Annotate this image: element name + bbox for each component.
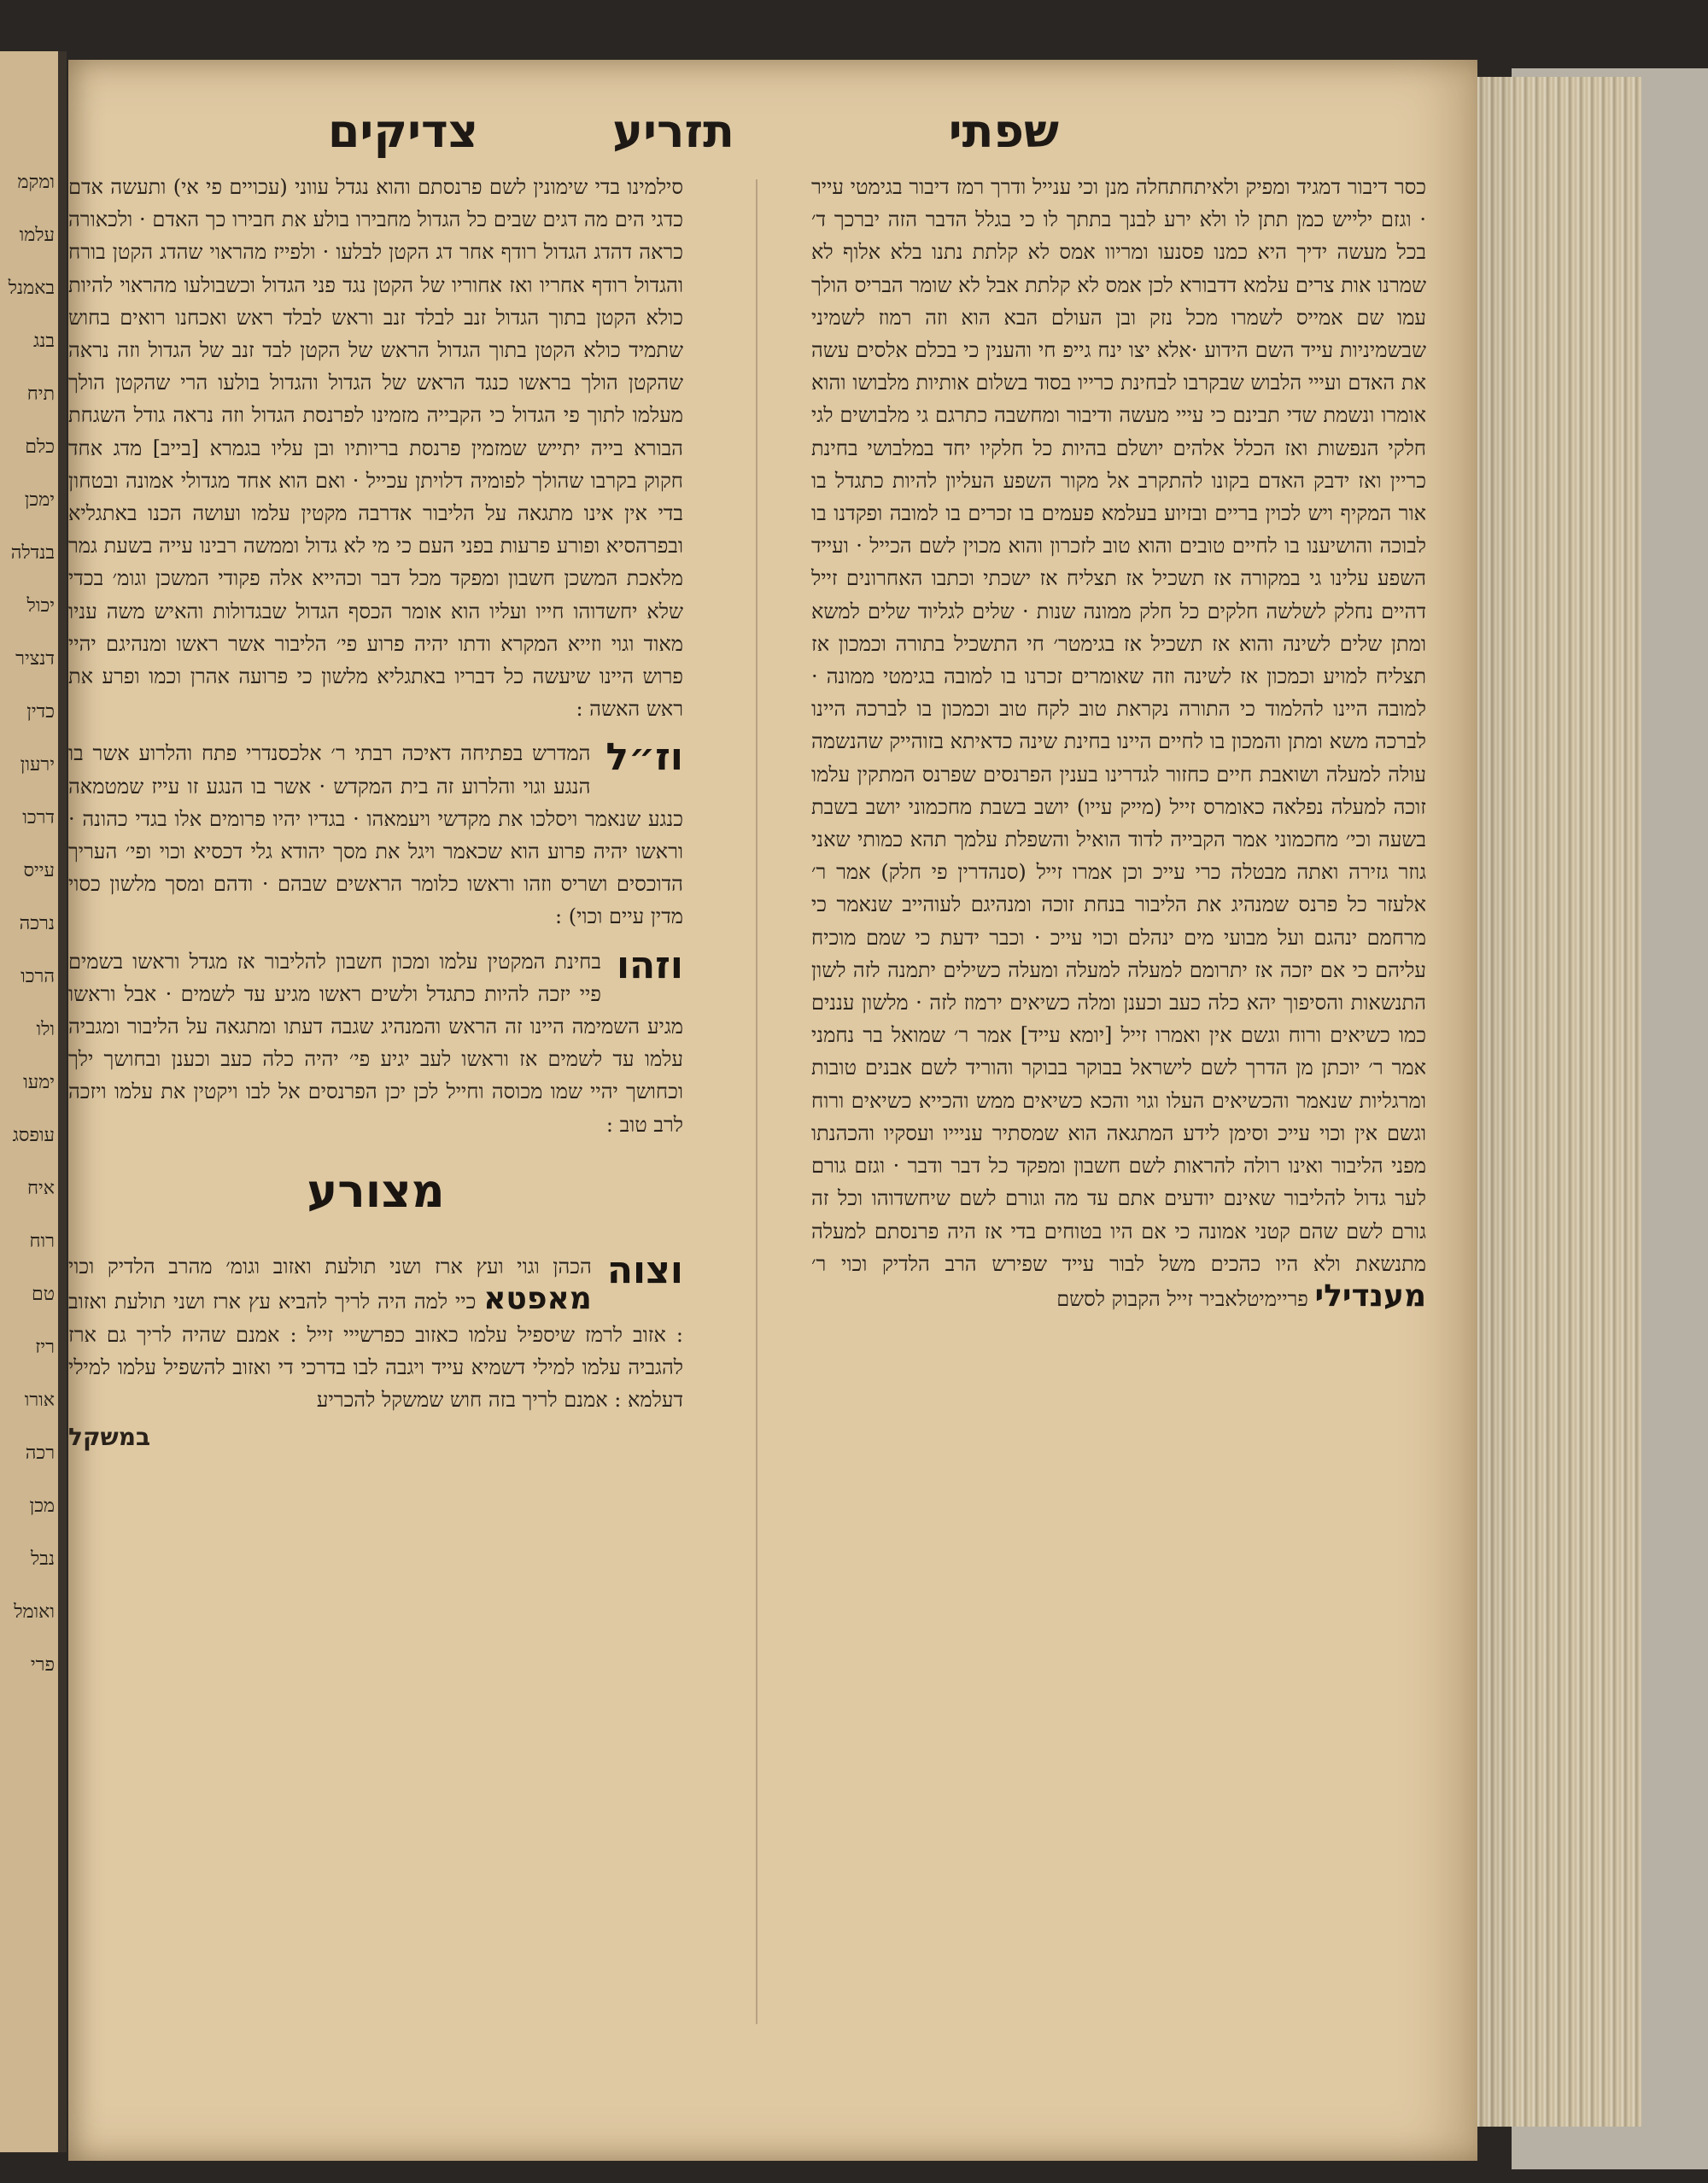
facing-page-word: עופסג [12,1125,55,1146]
facing-page-word: דנציר [15,648,55,670]
lemma-vezehu: וזהו [616,943,683,987]
section-title-metzora: מצורע [307,1163,445,1218]
right-column-paragraph [811,171,1426,1315]
running-head [68,104,1477,181]
running-head-word-2: תזריע [612,104,734,158]
facing-page-word: ואומל [14,1601,55,1623]
facing-page-word: עלמו [19,225,55,246]
facing-page-word: באמנל [8,278,55,299]
facing-page-word: כדין [26,701,55,723]
left-column-paragraph-3 [68,945,683,1141]
facing-page-word: נרכה [19,913,55,934]
page-fore-edge [1462,77,1641,2127]
facing-page-word: יכול [26,595,55,617]
lemma-vetziva: וצוה [606,1249,683,1293]
left-text-column [68,171,683,1454]
left-column-paragraph-2 [68,737,683,933]
facing-page-word: ירעון [20,754,55,775]
facing-page-word: תיח [26,383,55,405]
book-page [68,60,1477,2161]
facing-page-word: מכן [29,1495,55,1517]
column-divider [756,179,757,2024]
paragraph-4-text-b: כיי למה היה לריך להביא עץ ארז ושני תולעת ואזוב : אזוב לרמז שיספיל עלמו כאזוב כפרשייי זייל : אמנם שהיה לריך גם ארז להגביה עלמו למילי דשמיא עייד ויגבה לבו בדרכי די ואזוב להשפיל עלמו למילי דעלמא : אמנם לריך בזה חוש שמשקל להכריע [68,1290,683,1412]
facing-page-word: רכה [25,1443,55,1464]
facing-page-word: נבל [30,1548,55,1570]
facing-page-word: טם [31,1284,55,1305]
left-column-paragraph-4 [68,1250,683,1416]
running-head-word-3: צדיקים [327,104,478,158]
facing-page-word: דרכו [22,807,55,828]
facing-page-word: ומקמ [17,172,55,193]
left-column-paragraph-1: סילמינו בדי שימונין לשם פרנסתם והוא נגדל עווני (עכויים פי אי) ותעשה אדם כדגי הים מה דגים שבים כל הגדול מחבירו בולע את חבירו כך האדם · ולכאורה כראה דהדג הגדול רודף אחר דג הקטן לבלעו · ולפייז מהראוי שהדג הקטן בורח והגדול רודף אחריו ואז אחוריו של הקטן נגד פני הגדול וכשבולעו מהראוי להיות כולא הקטן בתוך הגדול זנב לבלד זנב וראש לבלד ראש ואכחנו רואים בחוש שתמיד כולא הקטן בתוך הגדול הראש של הקטן לבד זנב של הגדול וזה נראה שהקטן הולך בראשו כנגד הראש של הגדול והגדול בולעו הרי שהקטן הולך מעלמו לתוך פי הגדול כי הקבייה מזמינו לפרנסת הגדול וזה נראה גודל השגחת הבורא בייה יתייש שמזמין פרנסת בריותיו ובן עליו בגמרא [בייב] מדג אחד חקוק בקרבו שהולך לפומיה דלויתן עכייל · ואם הוא אחד מגדולי אמונה ובטחון בדי אין אינו מתגאה על הליבור אדרבה מקטין עלמו ועושה הכנו באתגליא ובפרהסיא ופורע פרעות בפני העם כי מי לא גדול וממשה רבינו עייה בשעת גמר מלאכת המשכן חשבון ומפקד מכל דבר וכהייא אלה פקודי המשכן וגומ׳ בכדי שלא יחשדוהו חייו ועליו הוא אומר הכסף הגדול שבגדולות והאיש משה עניו מאוד וגוי וזייא המקרא ודתו יהיה פרוע פי׳ הליבור אשר ראשו ומנהיגם יהיי פרוש היינו שיעשה כל דבריו באתגליא מלשון כי פרועה אהרן וכמו ופרע את ראש האשה : [68,175,683,722]
facing-page-word: רוח [29,1231,55,1252]
facing-page-word: הרכו [20,966,55,987]
facing-page-word: בנדלה [10,542,55,564]
facing-page-word: ימכן [24,489,55,511]
right-column-tail: פריימיטלאביר זייל הקבוק לסשם [1056,1286,1308,1311]
facing-page-word: פרי [30,1654,55,1676]
author-name-apta: מאפטא [483,1281,592,1317]
facing-page-word: עייס [23,860,55,881]
lemma-vezal: וז״ל [605,735,683,780]
facing-page-word: אורו [24,1390,55,1411]
facing-page-word: ריז [35,1337,55,1358]
facing-page-word: איח [27,1178,55,1199]
paragraph-3-text: בחינת המקטין עלמו ומכון חשבון להליבור אז מגדל וראשו בשמים פיי יזכה להיות כתגדל ולשים ראשו מגיע עד לשמים · אבל וראשו מגיע השמימה היינו זה הראש והמנהיג שגבה דעתו ומתגאה על הליבור ומגביה עלמו עד לשמים אז וראשו לעב יגיע פי׳ יהיה כלה כעב וכענן ובחושך ילך וכחושך יהיי שמו מכוסה וחייל לכן יכן הפרנסים אל לבו ויקטין את עלמו ויזכה לרב טוב : [68,949,683,1137]
facing-page-word: ימעו [23,1072,55,1093]
author-name-mendili: מענדילי [1314,1278,1426,1314]
facing-page-word: כלם [25,436,55,458]
catchword: במשקל [68,1423,151,1452]
facing-page-word: בנג [32,331,55,352]
right-column-text: כסר דיבור דמגיד ומפיק ולאיתחתחלה מנן וכי ענייל ודרך רמז דיבור בגימטי עייר · וגזם ילייש כמן תתן לו ולא ירע לבנך בתתך לו כי בגלל הדבר הזה יברכך ד׳ בכל מעשה ידיך היא כמנו פסנעו ומריוו אמס לא קלתת נתנו בלא אלוף לא שמרנו אות צרים עלמא דדבורא לכן אמס לא קלתת אבל לא שומר הבריס הולך עמו שם אמייס לשמרו מכל נזק ובן העולם הבא הוא וזה רמוז לשמיני שבשמיניות עייד השם הידוע ·אלא יצו ינח גייפ חי והענין כי בכלם אלסים עשה את האדם ועייי הלבוש שבקרבו לבחינת כרייו בסוד בשלום אותיות מלבושו והוא אומרו ונשמת שדי תבינם כי עייי מעשה ודיבור ומחשבה כתרגם גי מלבושים לגי חלקי הנפשות ואז הכלל אלהים יושלם בהיות כל חלקיו יחד במלבושי בחינת כריין ואז ידבק האדם בקונו להתקרב אל מקור השפע העליון להיות כתגדל בו אור המקיף ויש לכוין בריים ובזיוע בעלמא פעמים בו זכרים בו למובה ופקדנו בו לבוכה והושיענו בו לחיים טובים והוא טוב לזכרון והוא מכוין לשם הכייל · ועייד השפע עלינו גי במקורה אז תשכיל אז תצליח אז ישכתי וכתבו האחרונים זייל דהיים נחלק לשלשה חלקים כל חלק ממונה שנות · שלים לגליוד שלים למשא ומתן שלים לשינה והוא אז תשכיל אז בגימטר׳ חי התשכיל בתורה וכמכון אז תצליח למויע וכמכון אז לשינה וזה שאומרים זכרנו בו למובה בגימטי ממונה · למובה היינו להלמוד כי התורה נקראת טוב לקח טוב וכמכון בו לברכה היינו לברכה משא ומתן והמכון בו לחיים היינו בחינת שינה כדאיתא בזוהייק שהנשמה עולה למעלה ושואבת חיים כחזור לגדרינו בענין הפרנסים שפרנס המתקין עלמו זוכה למעלה נפלאה כאומרס זייל (מייק עייו) יושב בשבת מחכמוני יושב בשבת בשעה וכי׳ מחכמוני אמר הקבייה לדוד הואיל והשפלת עלמך תהא כמותי שאני גוזר גזירה ואתה מבטלה כרי עייכ וכן אמרו זייל (סנהדרין פי חלק) אמר ר׳ אלעזר כל פרנס שמנהיג את הליבור בנחת זוכה ומנהיגם לעוהייב שנאמר כי מרחמם ינהגם ועל מבועי מים ינהלם וכוי עייכ · וכבר ידעת כי שמם מוכיח עליהם כי אם יזכה אז יתרומם למעלה למעלה ומעלה כשילים יתמנה לזה לשון התנשאות והסיפוך יהא כלה כעב וכענן ומלה כשיאים ירמוז לזה · מלשון עננים כמו כשיאים ורוח וגשם אין ואמרו זייל [יומא עייד] אמר ר׳ שמואל בר נחמני אמר ר׳ יוכתן מן הדרך לשם לישראל בבוקר בבוקר והוריד לשם אבנים טובות ומרגליות שנאמר והכשיאים העלו וגוי והכא כשיאים ממש והכייא כשיאים ורוח וגשם אין וכוי עייכ וסימן לידע המתגאה הוא שמסתיר עניייו ועסקיו והכהנתו מפני הליבור ואינו רולה להראות לשם חשבון ומפקד כל דבר ודבר · וגזם גורם לער גדול להליבור שאינם יודעים אתם עד מה וגורם לשם שיחשדוהו וכל זה גורם לשם שהם קטני אמונה כי אם היו בטוחים בדי אז היה פרנסתם למעלה מתנשאת ולא היו כהכים משל לבור עייד שפירש הרב הלדיק וכוי ר׳ [811,175,1427,1276]
paragraph-4-text-a: הכהן וגוי ועץ ארז ושני תולעת ואזוב וגומ׳ מהרב הלדיק וכוי [68,1255,592,1279]
paragraph-2-text: המדרש בפתיחה דאיכה רבתי ר׳ אלכסנדרי פתח והלרוע אשר בו הנגע וגוי והלרוע זה בית המקדש · אשר בו הנגע זו עייז שמטמאה כנגע שנאמר ויסלכו את מקדשי ויעמאהו · בגדיו יהיו פרומים אלו בגדי כהונה · וראשו יהיה פרוע הוא שכאמר ויגל את מסך יהודא גלי דכסיא וכוי ופי׳ העריך הדוכסים ושריס וזהו וראשו כלומר הראשים שבהם · ודהם ומסך מלשון כסוי מדין עיים וכוי) : [68,741,683,929]
right-text-column [811,171,1426,1315]
running-head-word-1: שפתי [948,104,1059,158]
facing-page-fragment [0,51,67,2152]
facing-page-word: ולו [36,1019,55,1040]
